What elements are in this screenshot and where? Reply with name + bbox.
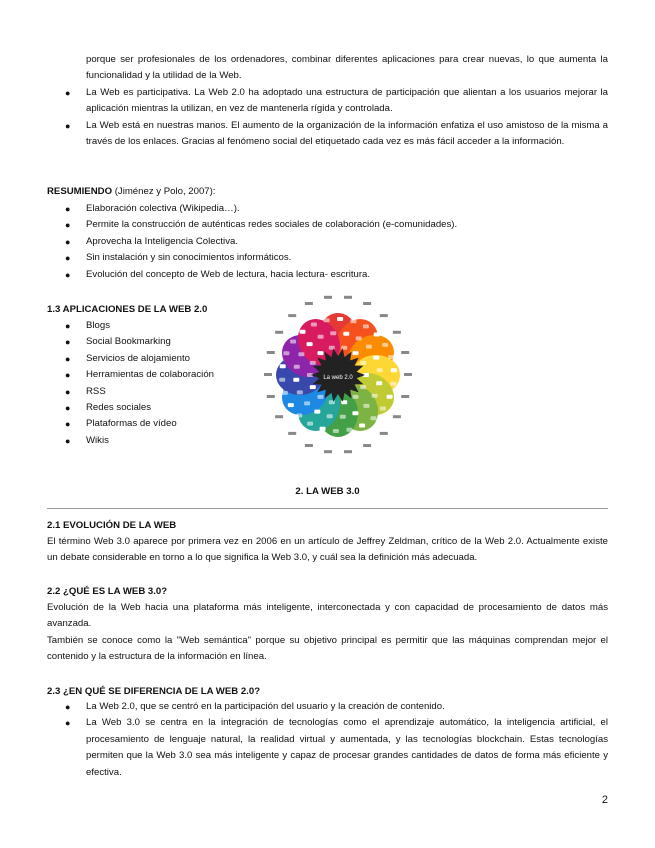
outer-logo (363, 444, 371, 447)
logo-tile (333, 429, 339, 433)
logo-tile (387, 395, 393, 399)
logo-tile (294, 365, 300, 369)
resumiendo-citation: (Jiménez y Polo, 2007): (112, 186, 216, 197)
section-divider (47, 508, 608, 509)
list-item: ● Aprovecha la Inteligencia Colectiva. (65, 234, 608, 250)
logo-tile (390, 382, 396, 386)
logo-tile (363, 324, 369, 328)
logo-tile (296, 414, 302, 418)
list-item: ● Social Bookmarking (65, 334, 265, 350)
logo-tile (288, 403, 294, 407)
resumiendo-label: RESUMIENDO (47, 186, 113, 197)
list-item: ● Permite la construcción de auténticas redes sociales de colaboración (e-comunidades). (65, 217, 608, 233)
logo-tile (359, 424, 365, 428)
outer-logo (344, 296, 352, 299)
list-item: ● Evolución del concepto de Web de lectura, hacia lectura- escritura. (65, 267, 608, 283)
page-number: 2 (601, 794, 608, 806)
list-item: ● La Web está en nuestras manos. El aumento de la organización de la información enfatiza el uso amistoso de la misma a través de los enlaces. Gracias al fenómeno social del etiquetado cada vez es más fácil acceder a la información. (65, 119, 608, 148)
bullet-icon: ● (65, 253, 71, 264)
bullet-icon: ● (65, 204, 71, 214)
outer-logo (288, 432, 296, 435)
logo-tile (310, 385, 316, 389)
logo-tile (282, 391, 288, 395)
outer-logo (344, 450, 352, 453)
outer-logo (401, 395, 409, 398)
logo-tile (279, 378, 285, 382)
outer-logo (305, 302, 313, 305)
logo-tile (341, 346, 347, 350)
logo-tile (380, 407, 386, 411)
outer-logo (267, 351, 275, 354)
logo-tile (318, 335, 324, 339)
logo-tile (372, 394, 378, 398)
bullet-icon: ● (65, 321, 71, 331)
logo-tile (297, 390, 303, 394)
logo-tile (341, 400, 347, 404)
outer-logo (275, 415, 283, 418)
list-item: ● Wikis (65, 433, 265, 449)
logo-tile (314, 410, 320, 414)
bullet-icon: ● (65, 236, 71, 247)
outer-logo (363, 302, 371, 305)
list-item: ● Plataformas de vídeo (65, 416, 265, 432)
logo-tile (388, 355, 394, 359)
outer-logo (324, 296, 332, 299)
bullet-icon: ● (65, 718, 71, 729)
logo-tile (360, 385, 366, 389)
image-center-label: La web 2.0 (323, 375, 353, 381)
outer-logo (275, 331, 283, 334)
logo-tile (318, 395, 324, 399)
resumiendo-list (65, 201, 608, 283)
logo-tile (329, 346, 335, 350)
bullet-icon: ● (65, 370, 71, 381)
bullet-icon: ● (65, 353, 71, 364)
logo-tile (371, 416, 377, 420)
logo-tile (324, 318, 330, 322)
logo-tile (353, 351, 359, 355)
resumiendo-heading (47, 184, 215, 200)
logo-tile (352, 411, 358, 415)
list-item: ● Blogs (65, 318, 265, 334)
logo-tile (391, 368, 397, 372)
section-2-2-paragraph-1: Evolución de la Web hacia una plataforma más inteligente, interconectada y con capacidad de procesamiento de datos más avanzada. (47, 602, 608, 630)
bullet-icon: ● (65, 88, 71, 98)
list-item: ● La Web es participativa. La Web 2.0 ha adoptado una estructura de participación que alientan a los usuarios mejorar la aplicación mientras la utilizan, en vez de mantenerla rígida y controlada. (65, 87, 608, 115)
logo-tile (340, 415, 346, 419)
section-2-3-heading: 2.3 ¿EN QUÉ SE DIFERENCIA DE LA WEB 2.0? (47, 686, 261, 697)
logo-tile (337, 317, 343, 321)
bullet-icon: ● (65, 419, 71, 430)
logo-tile (356, 336, 362, 340)
section-2-title: 2. LA WEB 3.0 (295, 486, 360, 497)
logo-tile (311, 323, 317, 327)
diferencias-list (65, 699, 608, 781)
list-item: ● Elaboración colectiva (Wikipedia…). (65, 201, 608, 217)
outer-logo (305, 444, 313, 447)
outer-logo (267, 395, 275, 398)
logo-tile (310, 361, 316, 365)
list-item: ● La Web 3.0 se centra en la integración de tecnologías como el aprendizaje automático, la inteligencia artificial, el procesamiento de lenguaje natural, la realidad virtual y aumentada, y las tecnologías blockchain. Estas tecnologías permiten que la Web 3.0 sea más inteligente y capaz de procesar grandes cantidades de datos de forma más eficiente y efectiva. (65, 717, 608, 778)
logo-tile (366, 345, 372, 349)
web20-logos-image (263, 295, 413, 465)
section-2-1-heading: 2.1 EVOLUCIÓN DE LA WEB (47, 520, 177, 531)
logo-tile (327, 414, 333, 418)
list-item: ● Servicios de alojamiento (65, 351, 265, 367)
outer-logo (404, 373, 412, 376)
section-2-1-text: El término Web 3.0 aparece por primera vez en 2006 en un artículo de Jeffrey Zeldman, crítico de la Web 2.0. Actualmente existe un debate considerable en torno a lo que significa la Web 3.0, y cuál sea la definición más adecuada. (47, 536, 608, 564)
section-1-3-heading: 1.3 APLICACIONES DE LA WEB 2.0 (47, 304, 208, 315)
outer-logo (393, 415, 401, 418)
logo-tile (304, 401, 310, 405)
outer-logo (393, 331, 401, 334)
logo-tile (376, 381, 382, 385)
section-2-2-heading: 2.2 ¿QUÉ ES LA WEB 3.0? (47, 586, 168, 597)
logo-tile (360, 361, 366, 365)
logo-tile (363, 404, 369, 408)
outer-logo (264, 373, 272, 376)
intro-continuation: porque ser profesionales de los ordenadores, combinar diferentes aplicaciones para crear nuevas, lo que aumenta la funcionalidad y la utilidad de la Web. (86, 54, 608, 82)
logo-tile (353, 395, 359, 399)
section-2-2-paragraph-2: También se conoce como la "Web semántica" porque su objetivo principal es permitir que las máquinas comprendan mejor el contenido y la estructura de la información en línea. (47, 635, 608, 663)
logo-tile (298, 352, 304, 356)
bullet-icon: ● (65, 220, 71, 231)
logo-tile (329, 400, 335, 404)
logo-tile (350, 319, 356, 323)
logo-tile (343, 332, 349, 336)
bullet-icon: ● (65, 403, 71, 414)
list-item: ● Herramientas de colaboración (65, 367, 265, 383)
logo-tile (280, 364, 286, 368)
logo-tile (318, 351, 324, 355)
bullet-icon: ● (65, 120, 71, 131)
logo-tile (307, 342, 313, 346)
bullet-icon: ● (65, 702, 71, 712)
logo-tile (290, 340, 296, 344)
logo-tile (320, 427, 326, 431)
list-item: ● La Web 2.0, que se centró en la participación del usuario y la creación de contenido. (65, 699, 608, 715)
bullet-icon: ● (65, 386, 71, 397)
list-item: ● Redes sociales (65, 400, 265, 416)
logo-tile (346, 428, 352, 432)
outer-logo (401, 351, 409, 354)
outer-logo (288, 314, 296, 317)
logo-tile (374, 333, 380, 337)
logo-tile (377, 368, 383, 372)
outer-logo (380, 432, 388, 435)
logo-tile (382, 343, 388, 347)
outer-logo (380, 314, 388, 317)
outer-logo (324, 450, 332, 453)
list-item: ● RSS (65, 384, 265, 400)
list-item: ● Sin instalación y sin conocimientos informáticos. (65, 250, 608, 266)
aplicaciones-list (65, 318, 265, 449)
bullet-icon: ● (65, 337, 71, 348)
logo-tile (283, 351, 289, 355)
intro-bullet-list (65, 85, 608, 151)
logo-tile (300, 330, 306, 334)
logo-tile (307, 422, 313, 426)
bullet-icon: ● (65, 435, 71, 446)
logo-tile (293, 378, 299, 382)
logo-tile (373, 356, 379, 360)
logo-tile (330, 331, 336, 335)
bullet-icon: ● (65, 269, 71, 280)
